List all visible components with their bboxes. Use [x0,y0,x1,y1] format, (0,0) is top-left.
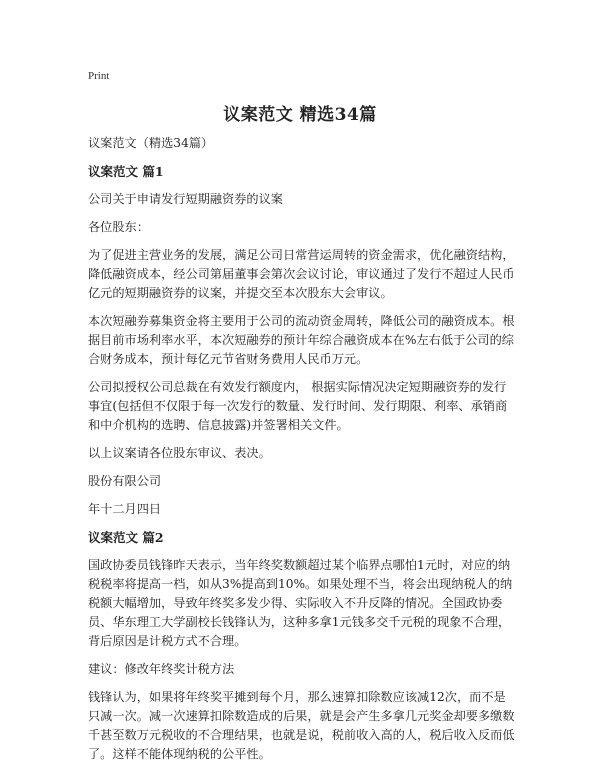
paragraph: 建议：修改年终奖计税方法 [88,662,235,676]
paragraph: 国政协委员钱锋昨天表示，当年终奖数额超过某个临界点哪怕1元时，对应的纳税税率将提高一档，如从3%提高到10%。如果处理不当，将会出现纳税人的纳税额大幅增加，导致年终奖多发少得、实际收入不升反降的情况。全国政协委员、华东理工大学副校长钱锋认为，这种多拿1元钱多交千元税的现象不合理，背后原因是计税方式不合理。 [88,558,513,648]
page-title: 议案范文 精选34篇 [223,105,377,125]
print-label: Print [88,70,110,82]
section-heading: 议案范文 篇2 [88,530,164,545]
paragraph: 年十二月四日 [88,502,162,516]
paragraph: 公司关于申请发行短期融资券的议案 [88,192,283,206]
paragraph: 为了促进主营业务的发展，满足公司日常营运周转的资金需求，优化融资结构，降低融资成本，经公司第届董事会第次会议讨论，审议通过了发行不超过人民币亿元的短期融资券的议案，并提交至本次股东大会审议。 [88,248,515,300]
paragraph: 钱锋认为，如果将年终奖平摊到每个月，那么速算扣除数应该减12次，而不是只减一次。减一次速算扣除数造成的后果，就是会产生多拿几元奖金却要多缴数千甚至数万元税收的不合理结果，也就是说，税前收入高的人，税后收入反而低了。这样不能体现纳税的公平性。 [88,690,515,761]
paragraph: 股份有限公司 [88,474,162,488]
paragraph: 以上议案请各位股东审议、表决。 [88,446,271,460]
document-body [88,134,516,773]
paragraph: 本次短融券募集资金将主要用于公司的流动资金周转，降低公司的融资成本。根据目前市场利率水平，本次短融券的预计年综合融资成本在%左右低于公司的综合财务成本，预计每亿元节省财务费用人民币万元。 [88,314,515,366]
paragraph: 公司拟授权公司总裁在有效发行额度内， 根据实际情况决定短期融资券的发行事宜(包括但不仅限于每一次发行的数量、发行时间、发行期限、利率、承销商和中介机构的选聘、信息披露)并签署相关文件。 [88,380,508,432]
section-heading: 议案范文 篇1 [88,164,164,179]
subtitle: 议案范文（精选34篇） [88,136,214,150]
paragraph: 各位股东： [88,220,149,234]
